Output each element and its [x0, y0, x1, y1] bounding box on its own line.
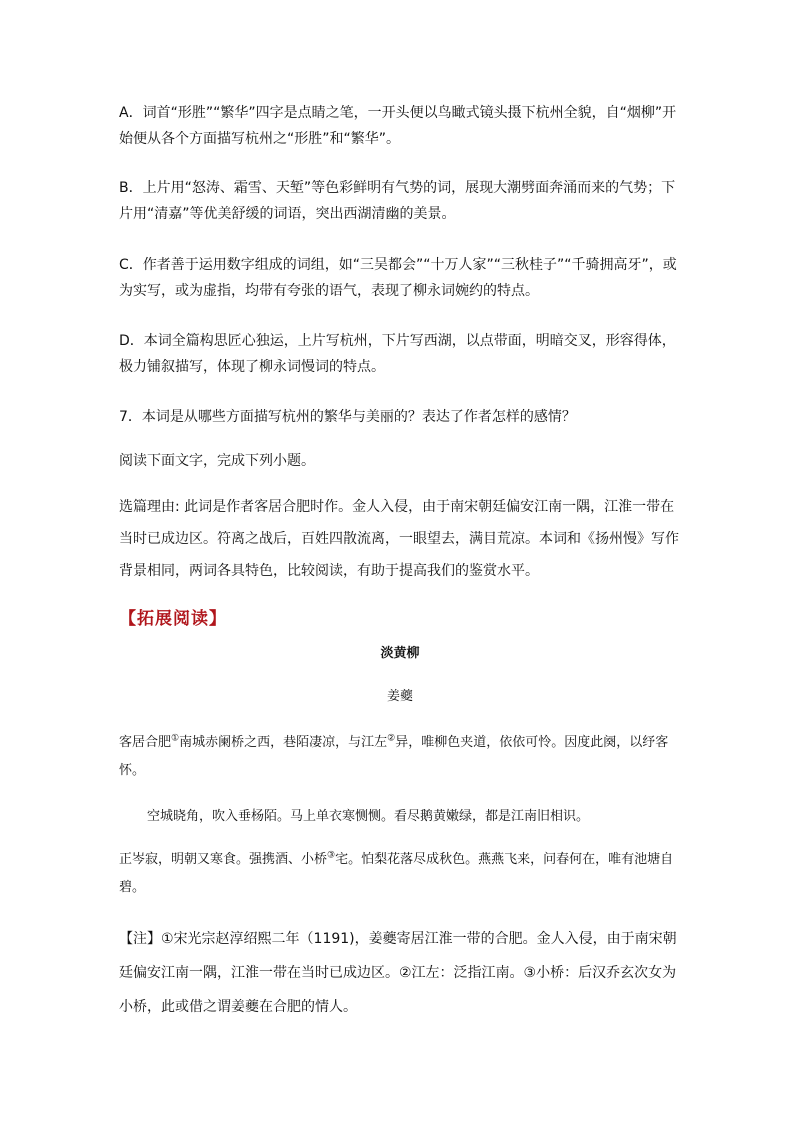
reading-instruction: 阅读下面文字，完成下列小题。 — [119, 453, 315, 469]
option-c: C．作者善于运用数字组成的词组，如“三吴都会”“十万人家”“三秋桂子”“千骑拥高牙”，或为实写，或为虚指，均带有夸张的语气，表现了柳永词婉约的特点。 — [119, 257, 677, 299]
poem-verse-part: 正岑寂，明朝又寒食。强携酒、小桥 — [119, 852, 328, 867]
poem-author: 姜夔 — [386, 689, 413, 704]
section-title: 【拓展阅读】 — [119, 609, 227, 629]
poem-verse-2 — [119, 846, 681, 902]
footnote-marker: ③ — [327, 850, 336, 861]
option-b: B．上片用“怒涛、霜雪、天堑”等色彩鲜明有气势的词，展现大潮劈面奔涌而来的气势；下片用“清嘉”等优美舒缓的词语，突出西湖清幽的美景。 — [119, 180, 676, 222]
selection-reason: 选篇理由: 此词是作者客居合肥时作。金人入侵，由于南宋朝廷偏安江南一隅，江淮一带在当时已成边区。符离之战后，百姓四散流离，一眼望去，满目荒凉。本词和《扬州慢》写作背景相同，两词各具特色，比较阅读，有助于提高我们的鉴赏水平。 — [119, 499, 679, 579]
footnote-marker: ② — [387, 733, 396, 744]
footnotes: 【注】①宋光宗赵淳绍熙二年（1191)，姜夔寄居江淮一带的合肥。金人入侵，由于南宋朝廷偏安江南一隅，江淮一带在当时已成边区。②江左：泛指江南。③小桥：后汉乔玄次女为小桥，此或借之谓姜夔在合肥的情人。 — [119, 931, 677, 1015]
poem-preface-part: 南城赤阑桥之西，巷陌凄凉，与江左 — [179, 735, 388, 750]
poem-title: 淡黄柳 — [380, 646, 420, 661]
poem-verse-1: 空城晓角，吹入垂杨陌。马上单衣寒恻恻。看尽鹅黄嫩绿，都是江南旧相识。 — [147, 809, 590, 824]
option-a: A．词首“形胜”“繁华”四字是点睛之笔，一开头便以鸟瞰式镜头摄下杭州全貌，自“烟柳”开始便从各个方面描写杭州之“形胜”和“繁华”。 — [119, 105, 677, 147]
poem-verse-part: 宅。怕梨花落尽成秋色。燕燕飞来，问春何在，唯有池塘自碧。 — [119, 852, 674, 895]
poem-preface-part: 异，唯柳色夹道，依依可怜。因度此阕，以纾客怀。 — [119, 735, 669, 778]
option-d: D．本词全篇构思匠心独运，上片写杭州，下片写西湖，以点带面，明暗交叉，形容得体，极力铺叙描写，体现了柳永词慢词的特点。 — [119, 333, 676, 375]
question-7: 7．本词是从哪些方面描写杭州的繁华与美丽的？表达了作者怎样的感情？ — [119, 409, 576, 425]
footnote-marker: ① — [171, 733, 180, 744]
poem-preface — [119, 729, 681, 785]
poem-preface-part: 客居合肥 — [119, 735, 172, 750]
